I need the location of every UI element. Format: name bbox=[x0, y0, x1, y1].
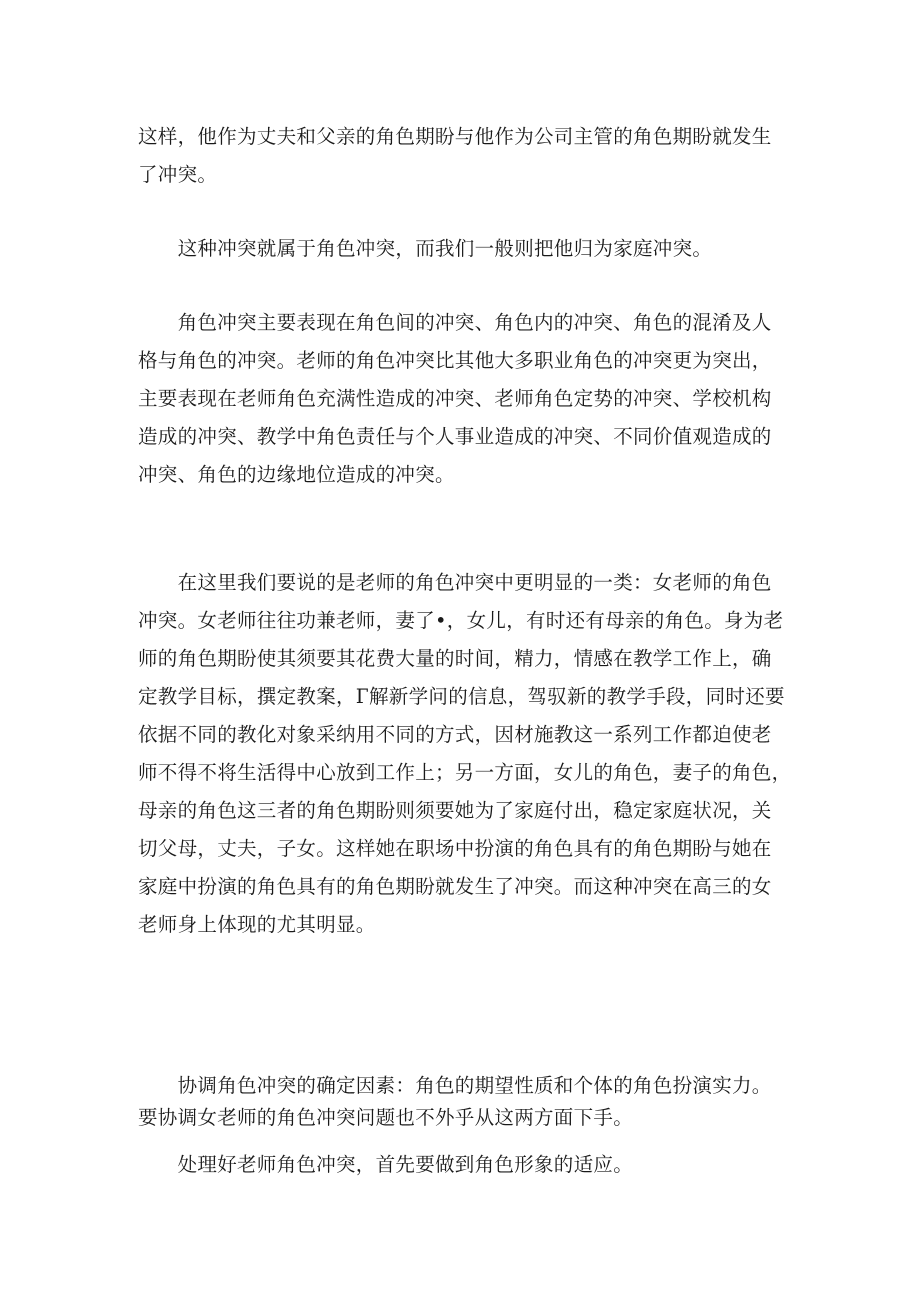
text-line: 这种冲突就属于角色冲突，而我们一般则把他归为家庭冲突。 bbox=[138, 237, 713, 260]
paragraph-1 bbox=[138, 118, 772, 194]
text-line: 老师身上体现的尤其明显。 bbox=[138, 913, 376, 936]
text-line: 角色冲突主要表现在角色间的冲突、角色内的冲突、角色的混淆及人 bbox=[138, 311, 772, 334]
text-line: 格与角色的冲突。老师的角色冲突比其他大多职业角色的冲突更为突出， bbox=[138, 349, 772, 372]
text-line: 定教学目标，撰定教案，Г解新学问的信息，驾驭新的教学手段，同时还要 bbox=[138, 685, 785, 708]
text-line: 依据不同的教化对象采纳用不同的方式，因材施教这一系列工作都迫使老 bbox=[138, 723, 772, 746]
text-line: 造成的冲突、教学中角色责任与个人事业造成的冲突、不同价值观造成的 bbox=[138, 425, 772, 448]
text-line: 主要表现在老师角色充满性造成的冲突、老师角色定势的冲突、学校机构 bbox=[138, 387, 772, 410]
text-line: 在这里我们要说的是老师的角色冲突中更明显的一类：女老师的角色 bbox=[138, 571, 772, 594]
paragraph-6 bbox=[138, 1146, 633, 1184]
text-line: 师不得不将生活得中心放到工作上；另一方面，女儿的角色，妻子的角色， bbox=[138, 761, 792, 784]
text-line: 冲突。女老师往往功兼老师，妻了•，女儿，有时还有母亲的角色。身为老 bbox=[138, 609, 784, 632]
paragraph-2 bbox=[138, 230, 712, 268]
text-line: 切父母，丈夫，子女。这样她在职场中扮演的角色具有的角色期盼与她在 bbox=[138, 837, 772, 860]
text-line: 了冲突。 bbox=[138, 163, 218, 186]
text-line: 处理好老师角色冲突，首先要做到角色形象的适应。 bbox=[138, 1153, 634, 1176]
text-line: 家庭中扮演的角色具有的角色期盼就发生了冲突。而这种冲突在高三的女 bbox=[138, 875, 772, 898]
text-line: 要协调女老师的角色冲突问题也不外乎从这两方面下手。 bbox=[138, 1106, 634, 1129]
paragraph-3 bbox=[138, 304, 772, 494]
text-line: 这样，他作为丈夫和父亲的角色期盼与他作为公司主管的角色期盼就发生 bbox=[138, 125, 772, 148]
text-line: 母亲的角色这三者的角色期盼则须要她为了家庭付出，稳定家庭状况，关 bbox=[138, 799, 772, 822]
paragraph-5 bbox=[138, 1070, 772, 1134]
text-line: 协调角色冲突的确定因素：角色的期望性质和个体的角色扮演实力。 bbox=[138, 1074, 772, 1097]
paragraph-4 bbox=[138, 564, 791, 944]
text-line: 冲突、角色的边缘地位造成的冲突。 bbox=[138, 463, 455, 486]
text-line: 师的角色期盼使其须要其花费大量的时间，精力，情感在教学工作上，确 bbox=[138, 647, 772, 670]
